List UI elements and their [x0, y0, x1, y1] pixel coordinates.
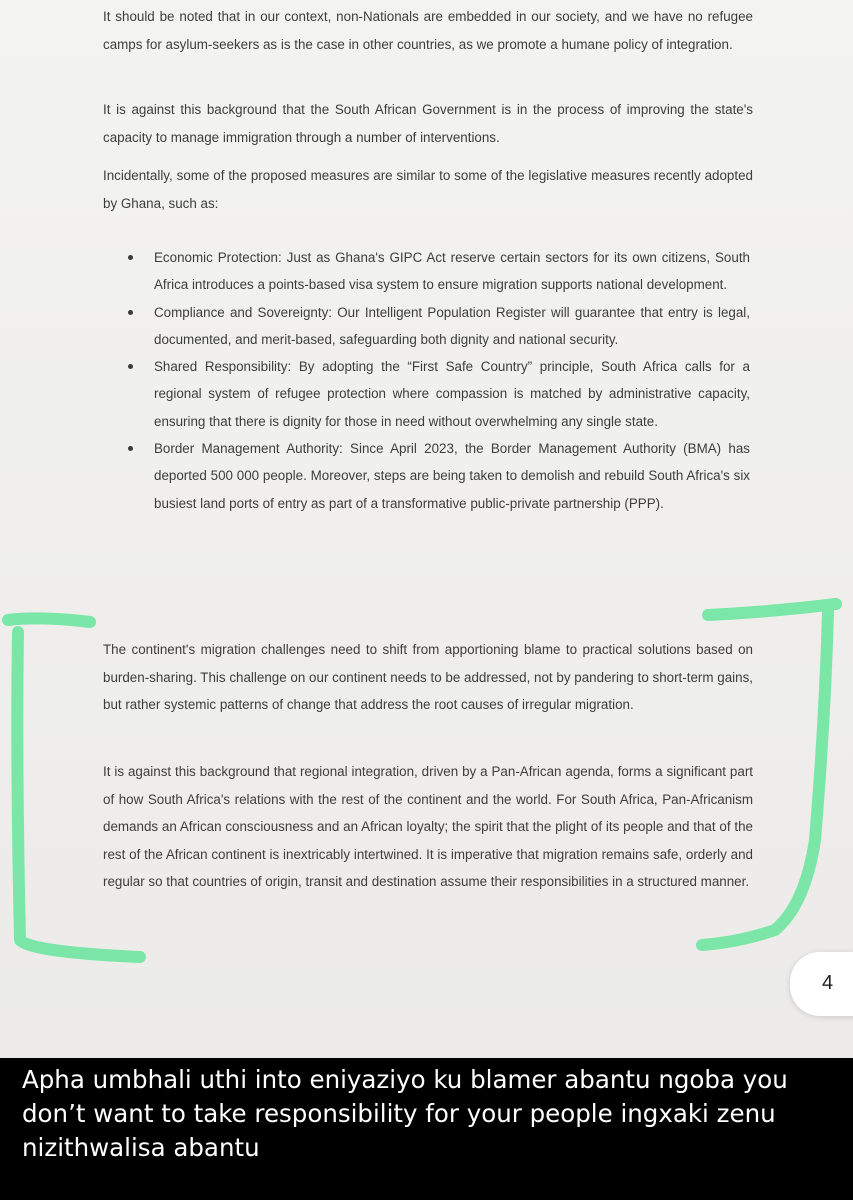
bullet-icon [128, 310, 133, 315]
bullet-icon [128, 364, 133, 369]
bullet-border-management: Border Management Authority: Since April 2023, the Border Management Authority (BMA) has deported 500 000 people. Moreover, steps are being taken to demolish and rebuild South Africa's six busiest land ports of entry as part of a transformative public-private partnership (PPP). [154, 441, 750, 511]
paragraph-pan-african: It is against this background that regional integration, driven by a Pan-African agenda, forms a significant part of how South Africa's relations with the rest of the continent and the world. For South Africa, Pan-Africanism demands an African consciousness and an African loyalty; the spirit that the plight of its people and that of the rest of the African continent is inextricably intertwined. It is imperative that migration remains safe, orderly and regular so that countries of origin, transit and destination assume their responsibilities in a structured manner. [103, 764, 753, 889]
bullet-compliance-sovereignty: Compliance and Sovereignty: Our Intelligent Population Register will guarantee that entry is legal, documented, and merit-based, safeguarding both dignity and national security. [154, 304, 750, 347]
bullet-icon [128, 446, 133, 451]
paragraph-government-capacity: It is against this background that the South African Government is in the process of improving the state's capacity to manage immigration through a number of interventions. [103, 102, 753, 145]
paragraph-ghana-measures: Incidentally, some of the proposed measures are similar to some of the legislative measures recently adopted by Ghana, such as: [103, 168, 753, 211]
caption-text: Apha umbhali uthi into eniyaziyo ku blamer abantu ngoba you don’t want to take responsibility for your people ingxaki zenu nizithwalisa abantu [22, 1065, 788, 1162]
bullet-economic-protection: Economic Protection: Just as Ghana's GIPC Act reserve certain sectors for its own citizens, South Africa introduces a points-based visa system to ensure migration supports national development. [154, 250, 750, 293]
bullet-icon [128, 255, 133, 260]
measures-list [0, 244, 853, 517]
paragraph-non-nationals: It should be noted that in our context, non-Nationals are embedded in our society, and we have no refugee camps for asylum-seekers as is the case in other countries, as we promote a humane policy of integration. [103, 9, 753, 52]
list-item [0, 435, 853, 517]
list-item [0, 353, 853, 435]
page-number: 4 [822, 972, 834, 994]
list-item [0, 299, 853, 354]
list-item [0, 244, 853, 299]
paragraph-migration-challenges: The continent's migration challenges need to shift from apportioning blame to practical solutions based on burden-sharing. This challenge on our continent needs to be addressed, not by pandering to short-term gains, but rather systemic patterns of change that address the root causes of irregular migration. [103, 642, 753, 712]
bullet-shared-responsibility: Shared Responsibility: By adopting the “First Safe Country” principle, South Africa calls for a regional system of refugee protection where compassion is matched by administrative capacity, ensuring that there is dignity for those in need without overwhelming any single state. [154, 359, 750, 429]
